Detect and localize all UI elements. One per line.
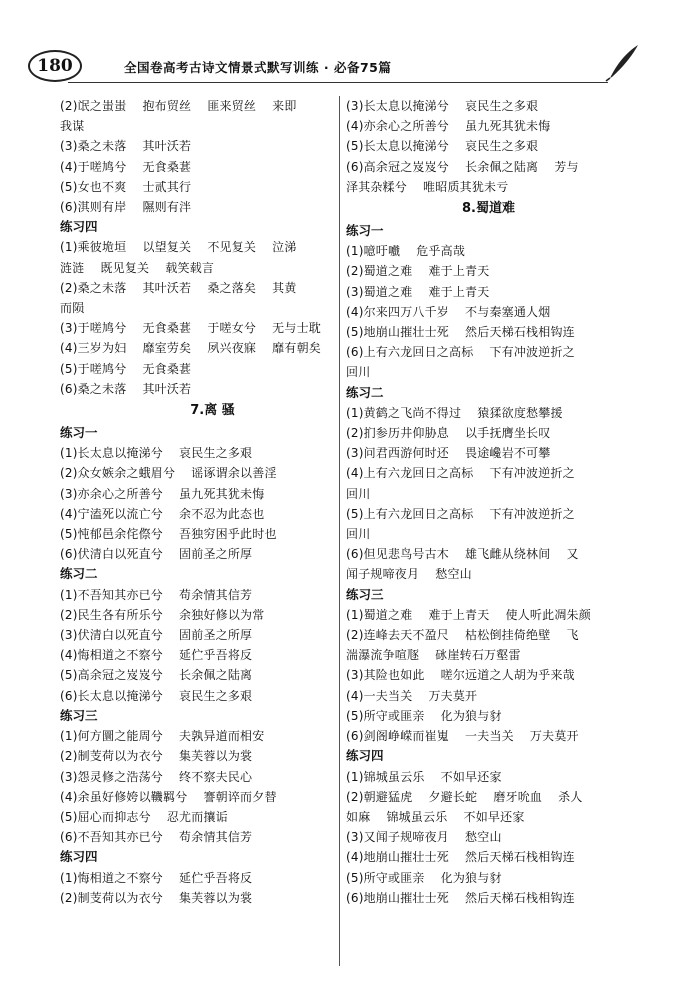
exercise-heading: 练习四	[60, 849, 98, 865]
answer-line: (1)锦城虽云乐 不如早还家	[346, 769, 502, 784]
answer-line: (4)尔来四万八千岁 不与秦塞通人烟	[346, 304, 551, 319]
answer-line: 回川	[346, 486, 371, 501]
answer-line: 涟涟 既见复关 载笑载言	[60, 260, 215, 275]
answer-line: (5)所守或匪亲 化为狼与豺	[346, 870, 502, 885]
answer-line: 泽其杂糅兮 唯昭质其犹未亏	[346, 179, 509, 194]
answer-line: (3)其险也如此 嗟尔远道之人胡为乎来哉	[346, 668, 575, 683]
answer-line: (5)忳郁邑余侘傺兮 吾独穷困乎此时也	[60, 527, 277, 542]
answer-line: (3)问君西游何时还 畏途巉岩不可攀	[346, 446, 551, 461]
answer-line: (5)高余冠之岌岌兮 长余佩之陆离	[60, 668, 253, 683]
answer-line: (3)于嗟鸠兮 无食桑葚 于嗟女兮 无与士耽	[60, 321, 321, 336]
answer-line: (6)不吾知其亦已兮 苟余情其信芳	[60, 830, 253, 845]
answer-line: (1)何方圜之能周兮 夫孰异道而相安	[60, 729, 265, 744]
answer-line: (5)长太息以掩涕兮 哀民生之多艰	[346, 139, 539, 154]
answer-line: (1)长太息以掩涕兮 哀民生之多艰	[60, 446, 253, 461]
answer-line: (6)剑阁峥嵘而崔嵬 一夫当关 万夫莫开	[346, 729, 579, 744]
answer-line: (4)于嗟鸠兮 无食桑葚	[60, 159, 192, 174]
answer-line: (5)地崩山摧壮士死 然后天梯石栈相钩连	[346, 325, 575, 340]
section-title: 8.蜀道难	[462, 201, 515, 217]
answer-line: 回川	[346, 365, 371, 380]
answer-line: (5)上有六龙回日之高标 下有冲波逆折之	[346, 506, 575, 521]
right-column	[346, 96, 631, 908]
answer-line: (5)于嗟鸠兮 无食桑葚	[60, 361, 192, 376]
exercise-heading: 练习一	[346, 223, 384, 239]
exercise-heading: 练习三	[346, 586, 384, 602]
answer-line: (2)众女嫉余之蛾眉兮 谣诼谓余以善淫	[60, 466, 277, 481]
answer-line: (1)悔相道之不察兮 延伫乎吾将反	[60, 870, 253, 885]
book-title: 全国卷高考古诗文情景式默写训练 · 必备75篇	[124, 60, 392, 75]
answer-line: (2)氓之蚩蚩 抱布贸丝 匪来贸丝 来即	[60, 99, 297, 113]
answer-line: (5)屈心而抑志兮 忍尤而攘诟	[60, 809, 228, 824]
answer-line: 而陨	[60, 301, 85, 316]
answer-line: (2)桑之未落 其叶沃若 桑之落矣 其黄	[60, 280, 297, 295]
answer-line: (2)朝避猛虎 夕避长蛇 磨牙吮血 杀人	[346, 789, 583, 804]
answer-line: 我谋	[60, 119, 85, 134]
answer-line: (2)制芰荷以为衣兮 集芙蓉以为裳	[60, 890, 253, 905]
answer-line: (3)桑之未落 其叶沃若	[60, 139, 192, 154]
answer-line: (3)亦余心之所善兮 虽九死其犹未悔	[60, 486, 265, 501]
answer-line: (2)蜀道之难 难于上青天	[346, 264, 490, 279]
answer-line: (4)上有六龙回日之高标 下有冲波逆折之	[346, 466, 575, 481]
answer-line: (6)淇则有岸 隰则有泮	[60, 200, 192, 215]
answer-line: (1)噫吁嚱 危乎高哉	[346, 244, 466, 259]
answer-line: (6)桑之未落 其叶沃若	[60, 381, 192, 396]
answer-line: (2)连峰去天不盈尺 枯松倒挂倚绝壁 飞	[346, 628, 579, 643]
header-rule	[68, 82, 608, 83]
answer-line: (4)三岁为妇 靡室劳矣 夙兴夜寐 靡有朝矣	[60, 341, 321, 356]
answer-line: (6)高余冠之岌岌兮 长余佩之陆离 芳与	[346, 159, 579, 174]
answer-line: (5)所守或匪亲 化为狼与豺	[346, 708, 502, 723]
answer-line: (4)地崩山摧壮士死 然后天梯石栈相钩连	[346, 850, 575, 865]
answer-line: (6)伏清白以死直兮 固前圣之所厚	[60, 547, 253, 562]
answer-line: (2)扪参历井仰胁息 以手抚膺坐长叹	[346, 426, 551, 441]
answer-line: (4)余虽好修姱以鞿羁兮 謇朝谇而夕替	[60, 789, 277, 804]
answer-line: (6)但见悲鸟号古木 雄飞雌从绕林间 又	[346, 547, 579, 562]
answer-line: (5)女也不爽 士贰其行	[60, 179, 192, 194]
answer-line: (6)长太息以掩涕兮 哀民生之多艰	[60, 688, 253, 703]
exercise-heading: 练习四	[60, 219, 98, 235]
exercise-heading: 练习三	[60, 707, 98, 723]
answer-line: (3)又闻子规啼夜月 愁空山	[346, 830, 502, 845]
answer-line: (6)上有六龙回日之高标 下有冲波逆折之	[346, 345, 575, 360]
answer-line: 如麻 锦城虽云乐 不如早还家	[346, 809, 525, 824]
answer-line: (4)亦余心之所善兮 虽九死其犹未悔	[346, 119, 551, 134]
feather-pen-icon	[602, 42, 642, 82]
answer-line: (2)民生各有所乐兮 余独好修以为常	[60, 607, 265, 622]
section-title: 7.离 骚	[190, 403, 235, 419]
exercise-heading: 练习一	[60, 425, 98, 441]
answer-line: 回川	[346, 527, 371, 542]
answer-line: (4)一夫当关 万夫莫开	[346, 688, 478, 703]
page-header	[28, 42, 648, 90]
answer-line: (1)乘彼垝垣 以望复关 不见复关 泣涕	[60, 240, 297, 255]
answer-line: 闻子规啼夜月 愁空山	[346, 567, 472, 582]
answer-line: (1)黄鹤之飞尚不得过 猿猱欲度愁攀援	[346, 405, 563, 420]
exercise-heading: 练习二	[346, 384, 384, 400]
answer-line: (3)伏清白以死直兮 固前圣之所厚	[60, 628, 253, 643]
answer-line: (3)长太息以掩涕兮 哀民生之多艰	[346, 99, 539, 113]
answer-line: (3)怨灵修之浩荡兮 终不察夫民心	[60, 769, 253, 784]
answer-line: (4)宁溘死以流亡兮 余不忍为此态也	[60, 506, 265, 521]
answer-line: (1)不吾知其亦已兮 苟余情其信芳	[60, 587, 253, 602]
exercise-heading: 练习二	[60, 566, 98, 582]
answer-line: (2)制芰荷以为衣兮 集芙蓉以为裳	[60, 749, 253, 764]
answer-line: 湍瀑流争喧豗 砯崖转石万壑雷	[346, 648, 521, 663]
left-column	[60, 96, 365, 908]
exercise-heading: 练习四	[346, 748, 384, 764]
answer-line: (6)地崩山摧壮士死 然后天梯石栈相钩连	[346, 890, 575, 905]
page-number: 180	[28, 50, 82, 82]
answer-line: (3)蜀道之难 难于上青天	[346, 284, 490, 299]
answer-line: (4)悔相道之不察兮 延伫乎吾将反	[60, 648, 253, 663]
answer-line: (1)蜀道之难 难于上青天 使人听此凋朱颜	[346, 607, 591, 622]
